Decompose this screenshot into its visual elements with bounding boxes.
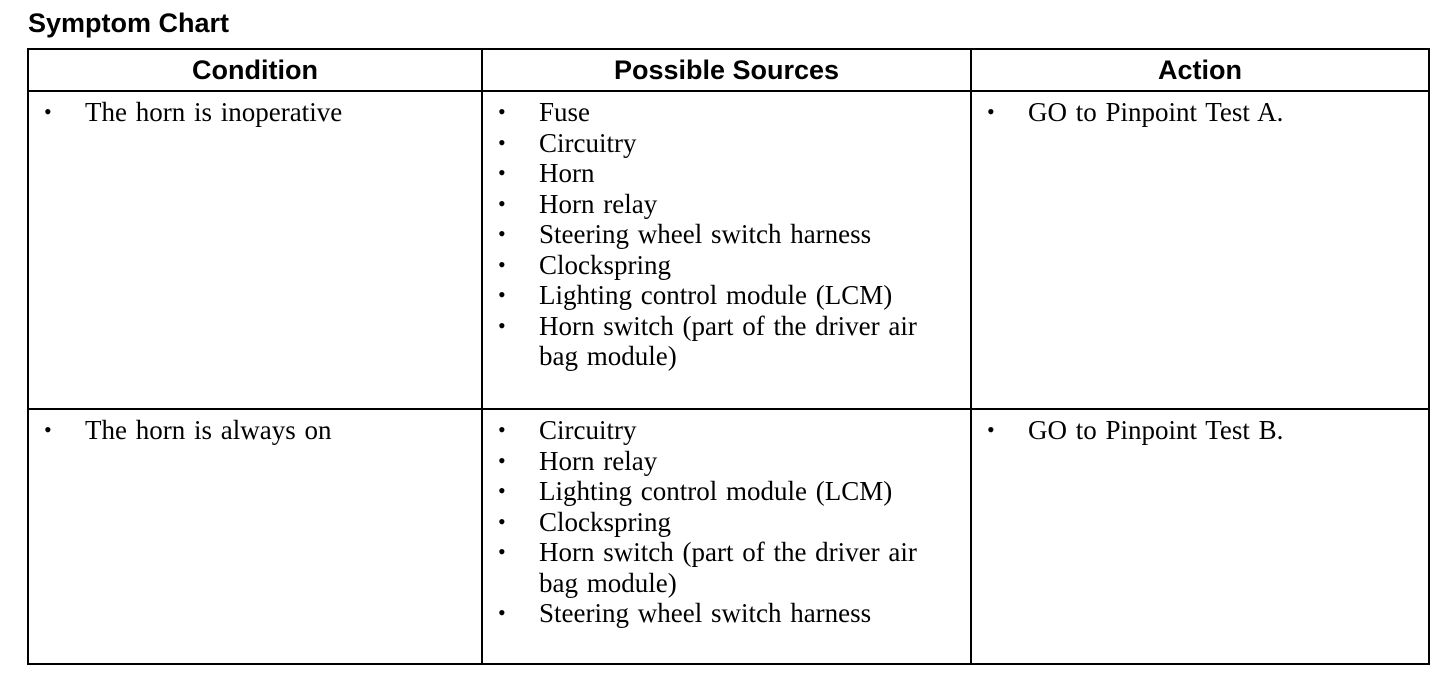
source-text: Lighting control module (LCM) — [539, 476, 893, 506]
list-item — [491, 219, 962, 250]
list-item — [491, 598, 962, 629]
list-item — [491, 476, 962, 507]
list-item — [37, 415, 473, 446]
sources-cell — [482, 91, 971, 409]
source-text: Fuse — [539, 97, 591, 127]
bullet-icon: • — [498, 539, 506, 564]
action-text: GO to Pinpoint Test A. — [1028, 97, 1284, 127]
header-possible-sources: Possible Sources — [482, 49, 971, 91]
condition-text: The horn is always on — [85, 415, 332, 445]
source-text: Lighting control module (LCM) — [539, 280, 893, 310]
bullet-icon: • — [498, 190, 506, 216]
source-text: Circuitry — [539, 127, 637, 158]
page-title: Symptom Chart — [28, 8, 230, 38]
source-text: Steering wheel switch harness — [539, 598, 872, 628]
list-item — [491, 537, 962, 598]
source-text: Clockspring — [539, 249, 671, 280]
bullet-icon: • — [498, 447, 506, 473]
header-row — [28, 49, 1429, 91]
bullet-icon: • — [498, 99, 506, 124]
list-item — [491, 158, 962, 189]
source-text: Steering wheel switch harness — [539, 219, 872, 249]
bullet-icon: • — [44, 99, 52, 124]
list-item — [980, 415, 1420, 446]
header-condition: Condition — [28, 49, 482, 91]
list-item — [491, 280, 962, 311]
bullet-icon: • — [498, 312, 506, 338]
table-row — [28, 91, 1429, 409]
source-text: Clockspring — [539, 506, 671, 537]
condition-cell — [28, 91, 482, 409]
condition-text: The horn is inoperative — [85, 97, 343, 127]
list-item — [491, 97, 962, 128]
list-item — [491, 128, 962, 159]
condition-cell — [28, 409, 482, 664]
bullet-icon: • — [987, 417, 995, 442]
source-text: Horn switch (part of the driver air bag module) — [539, 310, 917, 371]
list-item — [491, 446, 962, 477]
source-text: Horn relay — [539, 188, 658, 219]
bullet-icon: • — [498, 600, 506, 625]
list-item — [491, 250, 962, 281]
source-text: Horn — [539, 158, 595, 188]
source-text: Horn switch (part of the driver air bag module) — [539, 537, 917, 598]
bullet-icon: • — [498, 160, 506, 185]
bullet-icon: • — [498, 478, 506, 503]
source-text: Circuitry — [539, 415, 637, 445]
bullet-icon: • — [498, 221, 506, 246]
bullet-icon: • — [987, 99, 995, 124]
bullet-icon: • — [498, 417, 506, 442]
table-row — [28, 409, 1429, 664]
bullet-icon: • — [498, 508, 506, 534]
list-item — [37, 97, 473, 128]
action-cell — [971, 409, 1429, 664]
sources-cell — [482, 409, 971, 664]
bullet-icon: • — [498, 282, 506, 307]
action-cell — [971, 91, 1429, 409]
list-item — [491, 311, 962, 372]
list-item — [491, 189, 962, 220]
bullet-icon: • — [498, 251, 506, 277]
symptom-chart-table — [27, 48, 1430, 665]
list-item — [980, 97, 1420, 128]
list-item — [491, 415, 962, 446]
bullet-icon: • — [498, 129, 506, 155]
list-item — [491, 507, 962, 538]
bullet-icon: • — [44, 417, 52, 442]
header-action: Action — [971, 49, 1429, 91]
action-text: GO to Pinpoint Test B. — [1028, 415, 1284, 445]
source-text: Horn relay — [539, 445, 658, 476]
